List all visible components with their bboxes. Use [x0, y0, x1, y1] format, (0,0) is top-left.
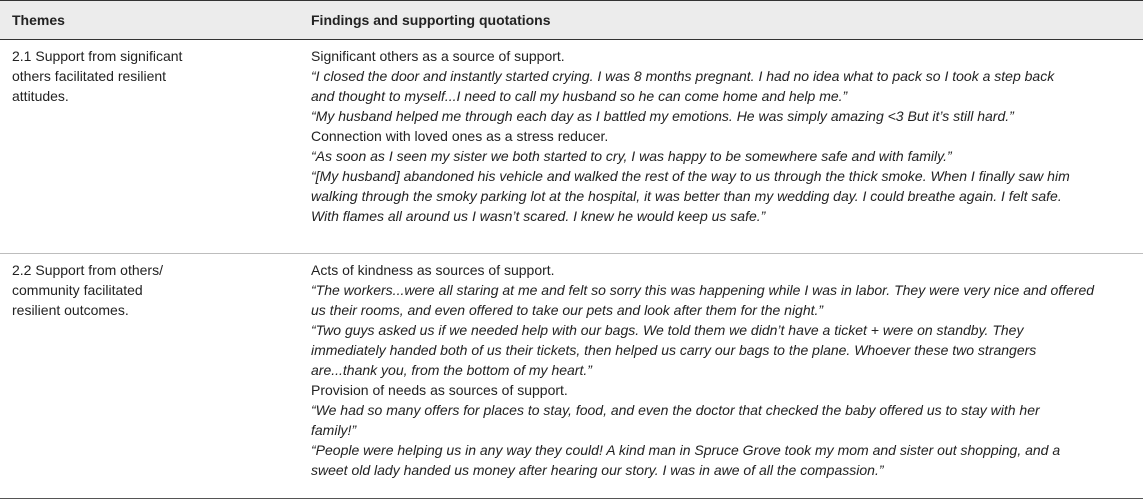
header-findings: Findings and supporting quotations [311, 12, 551, 28]
subtheme-heading: Connection with loved ones as a stress reducer. [311, 128, 609, 144]
quotation-line: “I closed the door and instantly started crying. I was 8 months pregnant. I had no idea what to pack so I took a step back [311, 68, 1055, 84]
quotation-line: “As soon as I seen my sister we both started to cry, I was happy to be somewhere safe and with family.” [311, 148, 952, 164]
quotation-line: “We had so many offers for places to stay, food, and even the doctor that checked the baby offered us to stay with her [311, 402, 1040, 418]
table-row [0, 254, 1143, 499]
quotation-line: “The workers...were all staring at me and felt so sorry this was happening while I was in labor. They were very nice and offered [311, 282, 1095, 298]
quotation-line: us their rooms, and even offered to take our pets and look after them for the night.” [311, 302, 824, 318]
quotation-line: “Two guys asked us if we needed help with our bags. We told them we didn’t have a ticket + were on standby. They [311, 322, 1024, 338]
table-row [0, 40, 1143, 254]
findings-cell [311, 260, 1131, 480]
quotation-line: With flames all around us I wasn’t scared. I knew he would keep us safe.” [311, 208, 766, 224]
quotation-line: immediately handed both of us their tickets, then helped us carry our bags to the plane. Whoever these two strangers [311, 342, 1037, 358]
quotation-line: “[My husband] abandoned his vehicle and walked the rest of the way to us through the thick smoke. When I finally saw him [311, 168, 1070, 184]
theme-line: 2.1 Support from significant [12, 48, 183, 64]
subtheme-heading: Provision of needs as sources of support. [311, 382, 568, 398]
quotation-line: family!” [311, 422, 357, 438]
table-header [0, 0, 1143, 40]
theme-line: attitudes. [12, 88, 69, 104]
header-themes: Themes [12, 12, 65, 28]
theme-cell [12, 260, 277, 320]
theme-line: resilient outcomes. [12, 302, 129, 318]
quotation-line: “My husband helped me through each day as I battled my emotions. He was simply amazing <3 But it’s still hard.” [311, 108, 1014, 124]
theme-line: community facilitated [12, 282, 143, 298]
findings-cell [311, 46, 1131, 226]
quotation-line: are...thank you, from the bottom of my heart.” [311, 362, 592, 378]
quotation-line: “People were helping us in any way they could! A kind man in Spruce Grove took my mom and sister out shopping, and a [311, 442, 1061, 458]
theme-line: others facilitated resilient [12, 68, 167, 84]
theme-cell [12, 46, 277, 106]
subtheme-heading: Significant others as a source of support. [311, 48, 565, 64]
theme-line: 2.2 Support from others/ [12, 262, 163, 278]
quotation-line: sweet old lady handed us money after hearing our story. I was in awe of all the compassion.” [311, 462, 884, 478]
quotation-line: walking through the smoky parking lot at the hospital, it was better than my wedding day. I could breathe again. I felt safe. [311, 188, 1062, 204]
subtheme-heading: Acts of kindness as sources of support. [311, 262, 555, 278]
quotation-line: and thought to myself...I need to call my husband so he can come home and help me.” [311, 88, 848, 104]
